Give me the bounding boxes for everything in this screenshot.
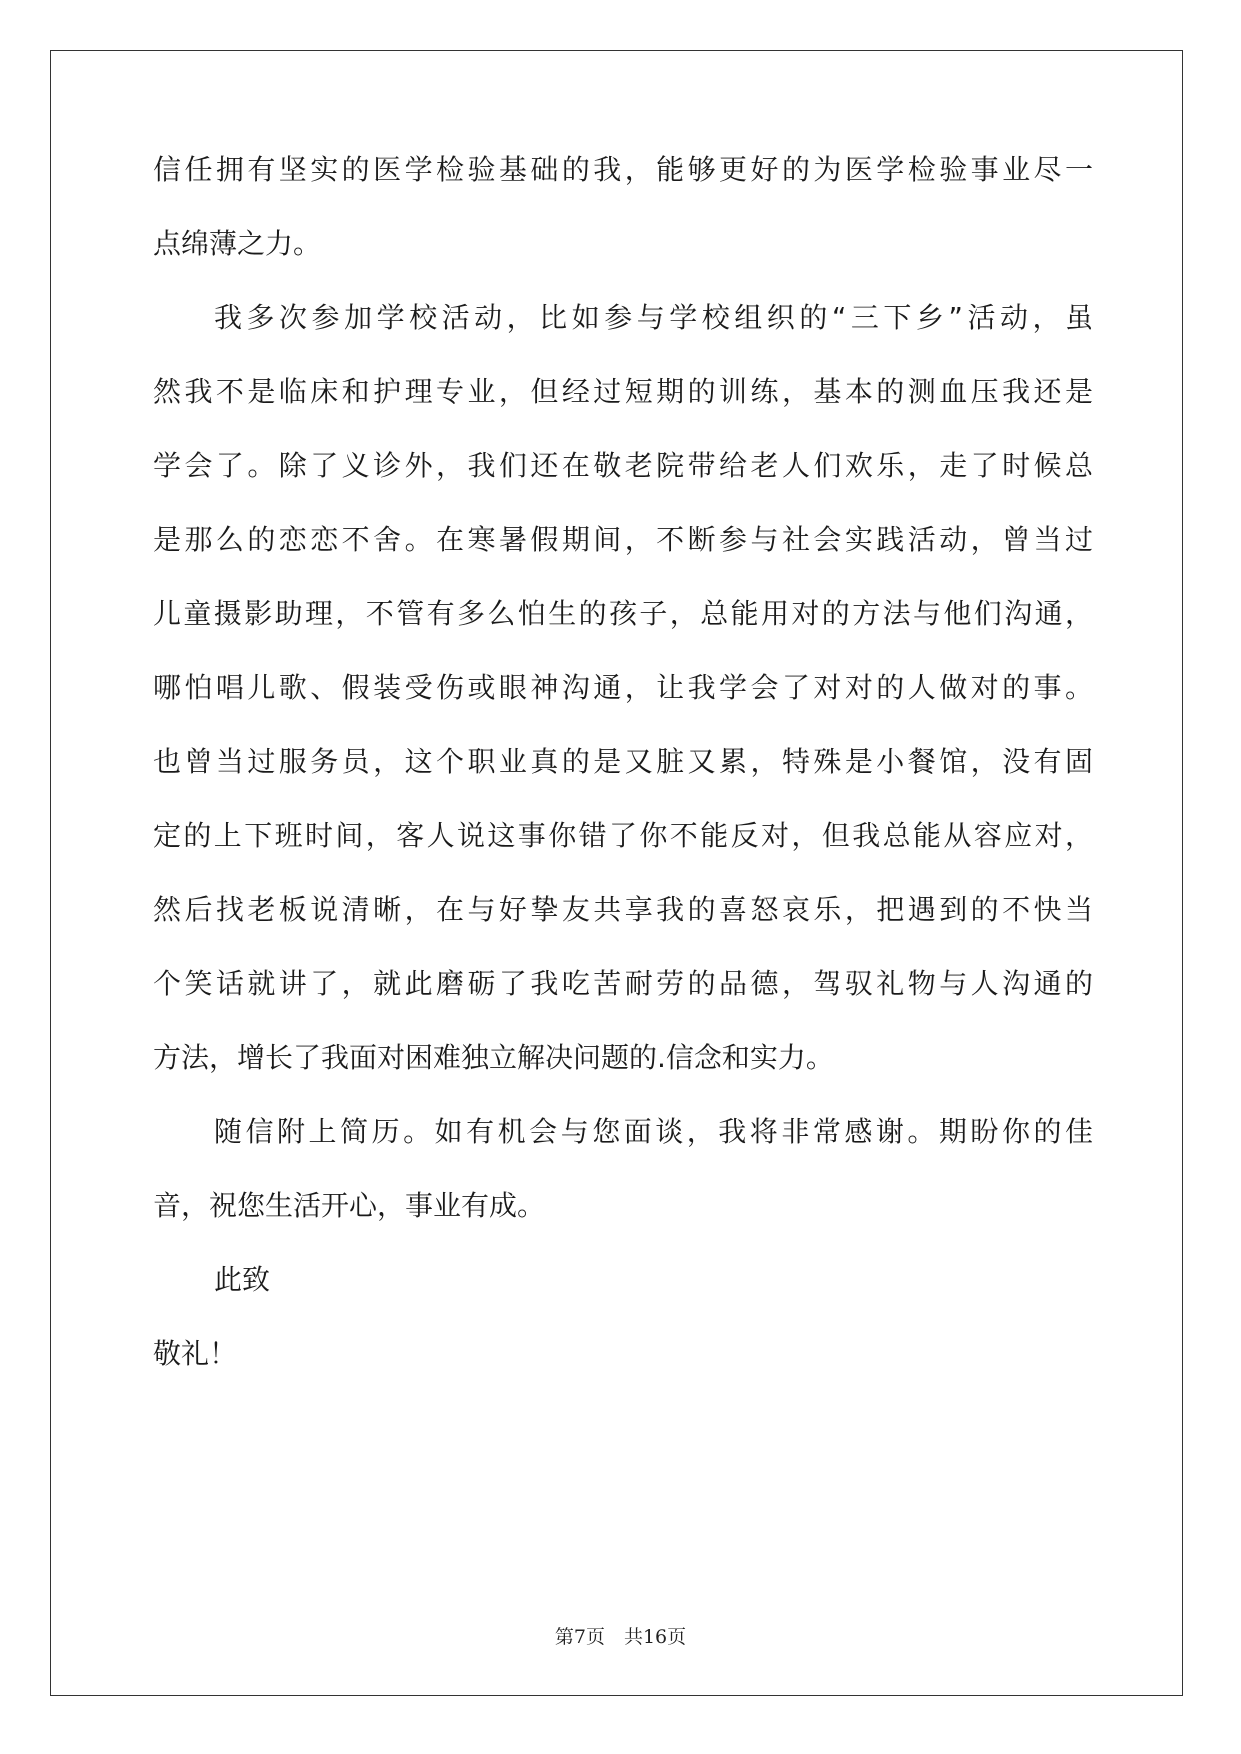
body-line-13: 方法，增长了我面对困难独立解决问题的.信念和实力。	[153, 1041, 834, 1074]
body-line-15: 音，祝您生活开心，事业有成。	[153, 1189, 546, 1222]
body-line-10: 定的上下班时间，客人说这事你错了你不能反对，但我总能从容应对，	[153, 819, 1093, 852]
body-line-5: 学会了。除了义诊外，我们还在敬老院带给老人们欢乐，走了时候总	[153, 449, 1093, 482]
body-line-7: 儿童摄影助理，不管有多么怕生的孩子，总能用对的方法与他们沟通，	[153, 597, 1093, 630]
closing-salutation: 此致	[214, 1263, 271, 1296]
body-line-3: 我多次参加学校活动，比如参与学校组织的“三下乡”活动，虽	[214, 301, 1093, 334]
body-line-9: 也曾当过服务员，这个职业真的是又脏又累，特殊是小餐馆，没有固	[153, 745, 1093, 778]
closing-regards: 敬礼！	[153, 1337, 238, 1370]
body-line-11: 然后找老板说清晰，在与好挚友共享我的喜怒哀乐，把遇到的不快当	[153, 893, 1093, 926]
body-line-1: 信任拥有坚实的医学检验基础的我，能够更好的为医学检验事业尽一	[153, 153, 1093, 186]
body-line-8: 哪怕唱儿歌、假装受伤或眼神沟通，让我学会了对对的人做对的事。	[153, 671, 1093, 704]
body-line-2: 点绵薄之力。	[153, 227, 322, 260]
page-border	[50, 50, 1183, 1696]
body-line-6: 是那么的恋恋不舍。在寒暑假期间，不断参与社会实践活动，曾当过	[153, 523, 1093, 556]
body-line-12: 个笑话就讲了，就此磨砺了我吃苦耐劳的品德，驾驭礼物与人沟通的	[153, 967, 1093, 1000]
body-line-14: 随信附上简历。如有机会与您面谈，我将非常感谢。期盼你的佳	[214, 1115, 1093, 1148]
page-number-footer: 第7页 共16页	[554, 1626, 687, 1648]
body-line-4: 然我不是临床和护理专业，但经过短期的训练，基本的测血压我还是	[153, 375, 1093, 408]
